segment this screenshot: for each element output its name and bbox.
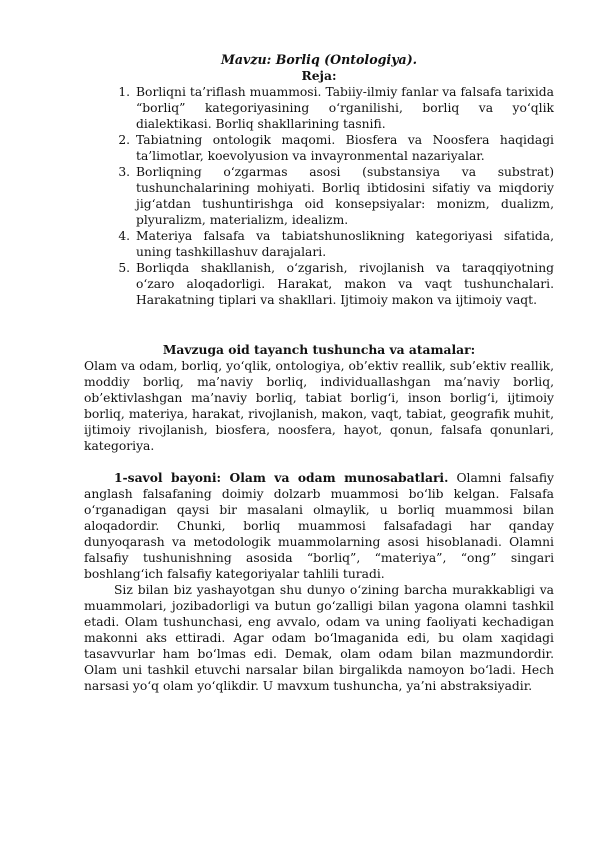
question1-paragraph-2: Siz bilan biz yashayotgan shu dunyo o‘zining barcha murakkabligi va muammolari, jozibadorligi va butun go‘zalligi bilan yagona olamni tashkil etadi. Olam tushunchasi, eng avvalo, odam va uning faoliyati kechadigan makonni aks ettiradi. Agar odam bo‘lmaganida edi, bu olam xaqidagi tasavvurlar ham bo‘lmas edi. Demak, olam odam bilan mazmundordir. Olam uni tashkil etuvchi narsalar bilan birgalikda namoyon bo‘ladi. Hech narsasi yo‘q olam yo‘qlikdir. U mavxum tushuncha, ya’ni abstraksiyadir. xyxy=(84,583,554,693)
concepts-heading: Mavzuga oid tayanch tushuncha va atamalar: xyxy=(162,342,476,357)
plan-item: 2. Tabiatning ontologik maqomi. Biosfera va Noosfera haqidagi ta’limotlar, koevolyusion va invayronmental nazariyalar. xyxy=(134,132,554,164)
document-page xyxy=(84,52,554,694)
question1-paragraph xyxy=(84,470,554,582)
concepts-paragraph: Olam va odam, borliq, yo‘qlik, ontologiya, ob’ektiv reallik, sub’ektiv reallik, moddiy borliq, ma’naviy borliq, individuallashgan ma’naviy borliq, ob’ektivlashgan ma’naviy borliq, tabiat borlig‘i, inson borlig‘i, ijtimoiy borliq, materiya, harakat, rivojlanish, makon, vaqt, tabiat, geografik muhit, ijtimoiy rivojlanish, biosfera, noosfera, hayot, qonun, falsafa qonunlari, kategoriya. xyxy=(84,359,554,453)
plan-item: 4. Materiya falsafa va tabiatshunoslikning kategoriyasi sifatida, uning tashkillashuv darajalari. xyxy=(134,228,554,260)
plan-heading: Reja: xyxy=(301,68,337,83)
plan-item: 3. Borliqning o‘zgarmas asosi (substansiya va substrat) tushunchalarining mohiyati. Borliq ibtidosini sifatiy va miqdoriy jig‘atdan tushuntirishga oid konsepsiyalar: monizm, dualizm, plyuralizm, materializm, idealizm. xyxy=(134,164,554,228)
page-title: Mavzu: Borliq (Ontologiya). xyxy=(220,52,418,67)
question1-text: Olamni falsafiy anglash falsafaning doimiy dolzarb muammosi bo‘lib kelgan. Falsafa o‘rganadigan qaysi bir masalani olmaylik, u borliq muammosi bilan aloqadordir. Chunki, borliq muammosi falsafadagi har qanday dunyoqarash va metodologik muammolarning asosi hisoblanadi. Olamni falsafiy tushunishning asosida “borliq”, “materiya”, “ong” singari boshlang‘ich falsafiy kategoriyalar tahlili turadi. xyxy=(84,471,554,581)
plan-item: 1. Borliqni ta’riflash muammosi. Tabiiy-ilmiy fanlar va falsafa tarixida “borliq” kategoriyasining o‘rganilishi, borliq va yo‘qlik dialektikasi. Borliq shakllarining tasnifi. xyxy=(134,84,554,132)
plan-item: 5. Borliqda shakllanish, o‘zgarish, rivojlanish va taraqqiyotning o‘zaro aloqadorligi. Harakat, makon va vaqt tushunchalari. Harakatning tiplari va shakllari. Ijtimoiy makon va ijtimoiy vaqt. xyxy=(134,260,554,308)
plan-list xyxy=(84,84,554,308)
question1-heading: 1-savol bayoni: Olam va odam munosabatlari. xyxy=(114,470,449,485)
